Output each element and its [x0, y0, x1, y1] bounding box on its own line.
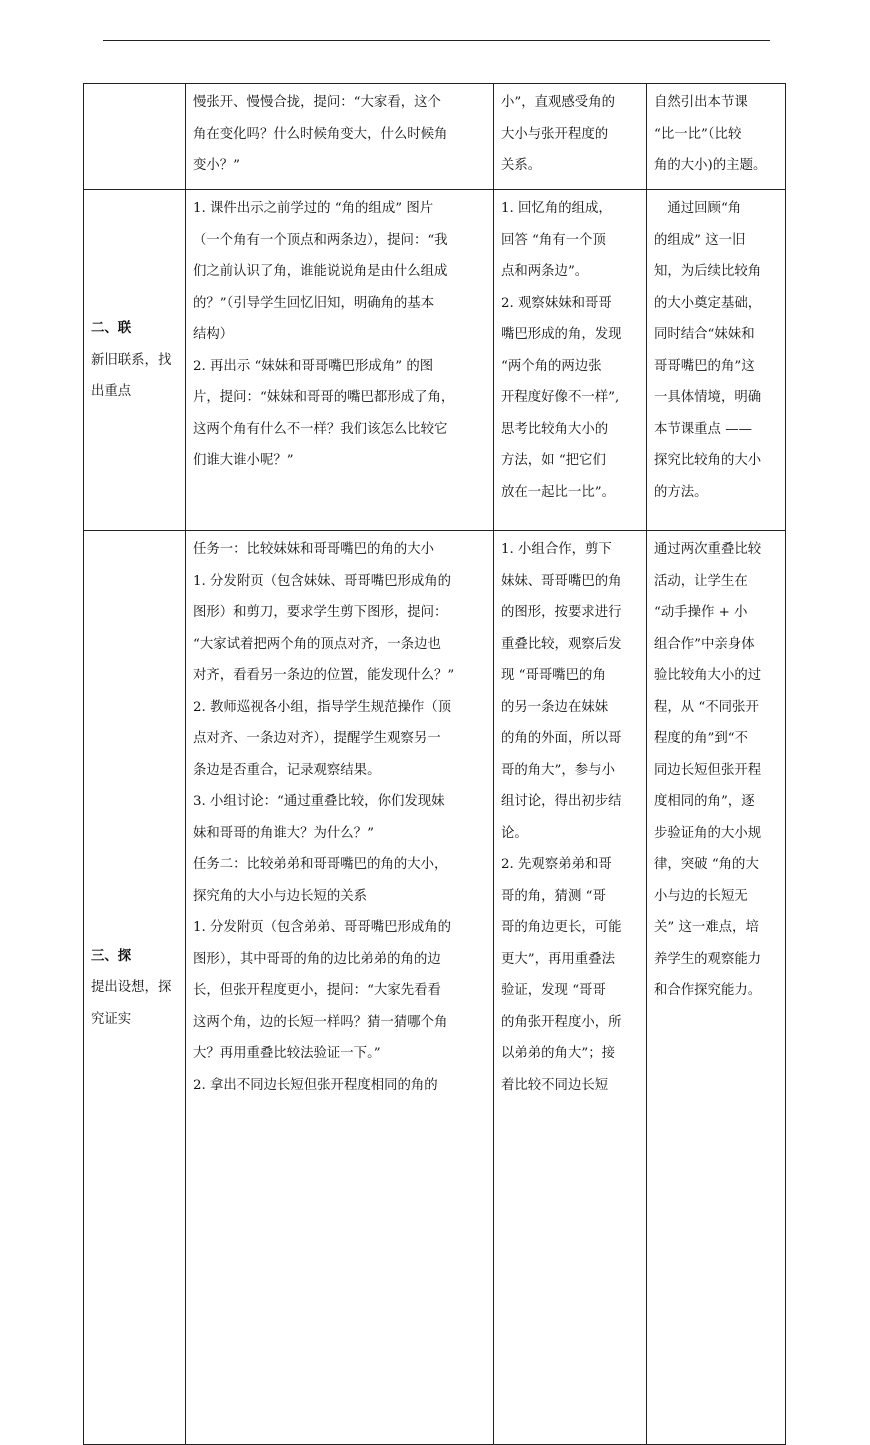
text-line: 以弟弟的角大”；接: [501, 1046, 615, 1061]
text-line: “比一比”（比较: [654, 126, 742, 142]
text-line: 哥的角大”，参与小: [501, 762, 615, 778]
text-line: 哥的角边更长，可能: [501, 920, 622, 935]
text-line: 组讨论，得出初步结: [501, 794, 622, 809]
stage-subtitle-line: 新旧联系，找: [91, 352, 172, 368]
text-line: 2. 拿出不同边长短但张开程度相同的角的: [193, 1077, 438, 1093]
text-line: 慢张开、慢慢合拢，提问：“大家看，这个: [193, 95, 441, 110]
text-line: 这两个角，边的长短一样吗？猜一猜哪个角: [193, 1014, 448, 1030]
table-row: [84, 531, 786, 1445]
text-line: 回答 “角有一个顶: [501, 232, 606, 248]
text-line: 现 “哥哥嘴巴的角: [501, 668, 606, 683]
text-line: 通过回顾“角: [654, 201, 742, 216]
text-line: 知，为后续比较角: [654, 264, 762, 279]
text-line: 角在变化吗？什么时候角变大，什么时候角: [193, 126, 448, 142]
text-line: 大？再用重叠比较法验证一下。”: [193, 1046, 381, 1061]
text-line: 验证，发现 “哥哥: [501, 983, 606, 998]
text-line: 同时结合“妹妹和: [654, 327, 755, 342]
text-line: 点和两条边”。: [501, 264, 589, 279]
text-line: 大小与张开程度的: [501, 126, 609, 142]
stage-title: 三、探: [91, 947, 132, 964]
text-line: 的角的外面，所以哥: [501, 731, 622, 746]
text-line: 2. 教师巡视各小组，指导学生规范操作（顶: [193, 699, 452, 715]
text-line: 自然引出本节课: [654, 95, 748, 110]
teacher-activity-cell: [186, 190, 494, 531]
text-line: 1. 小组合作，剪下: [501, 542, 612, 557]
text-line: 的图形，按要求进行: [501, 605, 622, 620]
text-line: 组合作”中亲身体: [654, 636, 755, 652]
text-line: 的方法。: [654, 484, 708, 500]
table-row: [84, 84, 786, 190]
text-line: “动手操作 + 小: [654, 605, 748, 620]
student-activity-cell: [494, 190, 647, 531]
text-line: 放在一起比一比”。: [501, 484, 615, 500]
stage-subtitle-line: 提出设想，探: [91, 980, 172, 996]
text-line: “大家试着把两个角的顶点对齐，一条边也: [193, 636, 441, 652]
stage-title: 二、联: [91, 320, 132, 337]
text-line: 片，提问：“妹妹和哥哥的嘴巴都形成了角，: [193, 390, 455, 405]
text-line: 长，但张开程度更小，提问：“大家先看看: [193, 983, 441, 998]
text-line: 活动，让学生在: [654, 573, 748, 589]
text-line: 探究比较角的大小: [654, 453, 762, 468]
text-line: 2. 再出示 “妹妹和哥哥嘴巴形成角” 的图: [193, 358, 434, 374]
stage-cell: [84, 190, 186, 531]
text-line: 嘴巴形成的角，发现: [501, 327, 622, 342]
text-line: “两个角的两边张: [501, 358, 602, 374]
text-line: 2. 观察妹妹和哥哥: [501, 295, 612, 311]
text-line: 本节课重点 ——: [654, 421, 752, 437]
stage-subtitle-line: 究证实: [91, 1011, 132, 1027]
text-line: 小”，直观感受角的: [501, 95, 615, 110]
text-line: 方法，如 “把它们: [501, 453, 606, 468]
text-line: 开程度好像不一样”,: [501, 390, 620, 405]
teacher-activity-cell: [186, 84, 494, 190]
text-line: 变小？”: [193, 158, 241, 173]
text-line: 1. 回忆角的组成，: [501, 201, 612, 216]
text-line: 程，从 “不同张开: [654, 699, 759, 715]
stage-cell: [84, 531, 186, 1445]
text-line: 妹和哥哥的角谁大？为什么？”: [193, 825, 374, 841]
text-line: 的？”（引导学生回忆旧知，明确角的基本: [193, 295, 435, 311]
header-rule: [103, 40, 770, 41]
text-line: 1. 课件出示之前学过的 “角的组成” 图片: [193, 201, 434, 216]
text-line: 更大”，再用重叠法: [501, 951, 615, 967]
text-line: 的组成” 这一旧: [654, 232, 746, 248]
text-line: 探究角的大小与边长短的关系: [193, 888, 368, 904]
text-line: 程度的角”到“不: [654, 731, 749, 746]
text-line: 小与边的长短无: [654, 888, 748, 904]
text-line: 3. 小组讨论：“通过重叠比较，你们发现妹: [193, 794, 445, 809]
text-line: 1. 分发附页（包含弟弟、哥哥嘴巴形成角的: [193, 920, 452, 935]
text-line: 的大小奠定基础，: [654, 295, 762, 311]
text-line: 哥的角，猜测 “哥: [501, 888, 606, 904]
text-line: 步验证角的大小规: [654, 825, 762, 841]
text-line: 同边长短但张开程: [654, 762, 762, 778]
text-line: 验比较角大小的过: [654, 668, 762, 683]
text-line: 的另一条边在妹妹: [501, 699, 609, 715]
stage-subtitle-line: 出重点: [91, 384, 132, 400]
text-line: 点对齐、一条边对齐），提醒学生观察另一: [193, 731, 441, 746]
text-line: 们之前认识了角，谁能说说角是由什么组成: [193, 264, 448, 279]
text-line: 思考比较角大小的: [501, 421, 609, 437]
design-intent-cell: [647, 84, 786, 190]
text-line: 图形），其中哥哥的角的边比弟弟的角的边: [193, 951, 441, 967]
text-line: 任务一：比较妹妹和哥哥嘴巴的角的大小: [193, 542, 435, 557]
text-line: 关系。: [501, 158, 542, 173]
student-activity-cell: [494, 84, 647, 190]
text-line: 对齐，看看另一条边的位置，能发现什么？”: [193, 668, 455, 683]
text-line: 和合作探究能力。: [654, 983, 762, 998]
text-line: 条边是否重合，记录观察结果。: [193, 762, 381, 778]
text-line: 这两个角有什么不一样？我们该怎么比较它: [193, 421, 448, 437]
text-line: 的角张开程度小，所: [501, 1014, 622, 1030]
text-line: 度相同的角”，逐: [654, 794, 755, 809]
text-line: 哥哥嘴巴的角”这: [654, 358, 755, 374]
text-line: 2. 先观察弟弟和哥: [501, 857, 612, 872]
text-line: 通过两次重叠比较: [654, 542, 762, 557]
lesson-plan-table: [83, 83, 786, 1445]
text-line: 养学生的观察能力: [654, 951, 762, 967]
stage-cell: [84, 84, 186, 190]
design-intent-cell: [647, 190, 786, 531]
text-line: 任务二：比较弟弟和哥哥嘴巴的角的大小，: [193, 857, 448, 872]
text-line: 妹妹、哥哥嘴巴的角: [501, 573, 622, 589]
text-line: 角的大小)的主题。: [654, 158, 767, 173]
text-line: 重叠比较，观察后发: [501, 636, 622, 652]
text-line: 律，突破 “角的大: [654, 857, 759, 872]
design-intent-cell: [647, 531, 786, 1445]
text-line: 图形）和剪刀，要求学生剪下图形，提问：: [193, 605, 448, 620]
text-line: 1. 分发附页（包含妹妹、哥哥嘴巴形成角的: [193, 573, 452, 589]
text-line: 论。: [501, 825, 528, 841]
text-line: 们谁大谁小呢？”: [193, 453, 294, 468]
text-line: 关” 这一难点，培: [654, 920, 759, 935]
text-line: （一个角有一个顶点和两条边），提问：“我: [193, 232, 448, 248]
text-line: 着比较不同边长短: [501, 1077, 609, 1093]
text-line: 结构）: [193, 327, 234, 342]
teacher-activity-cell: [186, 531, 494, 1445]
table-row: [84, 190, 786, 531]
student-activity-cell: [494, 531, 647, 1445]
text-line: 一具体情境，明确: [654, 390, 762, 405]
